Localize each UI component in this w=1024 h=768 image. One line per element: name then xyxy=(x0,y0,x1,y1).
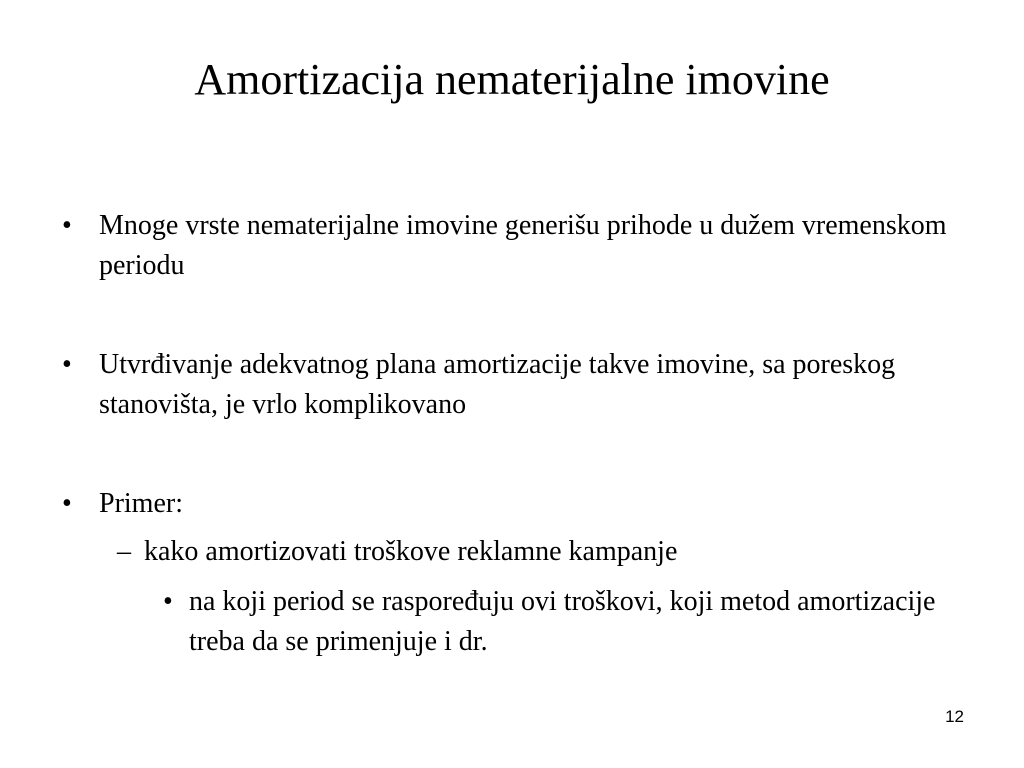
sub-bullet-item xyxy=(117,532,957,572)
bullet-text: Utvrđivanje adekvatnog plana amortizacije takve imovine, sa poreskog stanovišta, je vrlo komplikovano xyxy=(99,349,896,420)
page-number: 12 xyxy=(945,707,964,726)
bullet-item xyxy=(62,484,962,524)
bullet-item xyxy=(62,206,962,286)
sub-bullet-text: kako amortizovati troškove reklamne kampanje xyxy=(144,536,678,567)
bullet-text: Primer: xyxy=(99,488,183,519)
sub-sub-bullet-item xyxy=(163,582,943,662)
bullet-marker: • xyxy=(62,210,72,241)
bullet-marker: • xyxy=(163,586,173,617)
slide-title: Amortizacija nematerijalne imovine xyxy=(194,55,830,104)
bullet-marker: • xyxy=(62,349,72,380)
dash-marker: – xyxy=(117,536,131,567)
sub-sub-bullet-text: na koji period se raspoređuju ovi troškovi, koji metod amortizacije treba da se primenjuje i dr. xyxy=(189,586,936,657)
bullet-text: Mnoge vrste nematerijalne imovine generišu prihode u dužem vremenskom periodu xyxy=(99,210,947,281)
bullet-item xyxy=(62,345,962,425)
bullet-marker: • xyxy=(62,488,72,519)
